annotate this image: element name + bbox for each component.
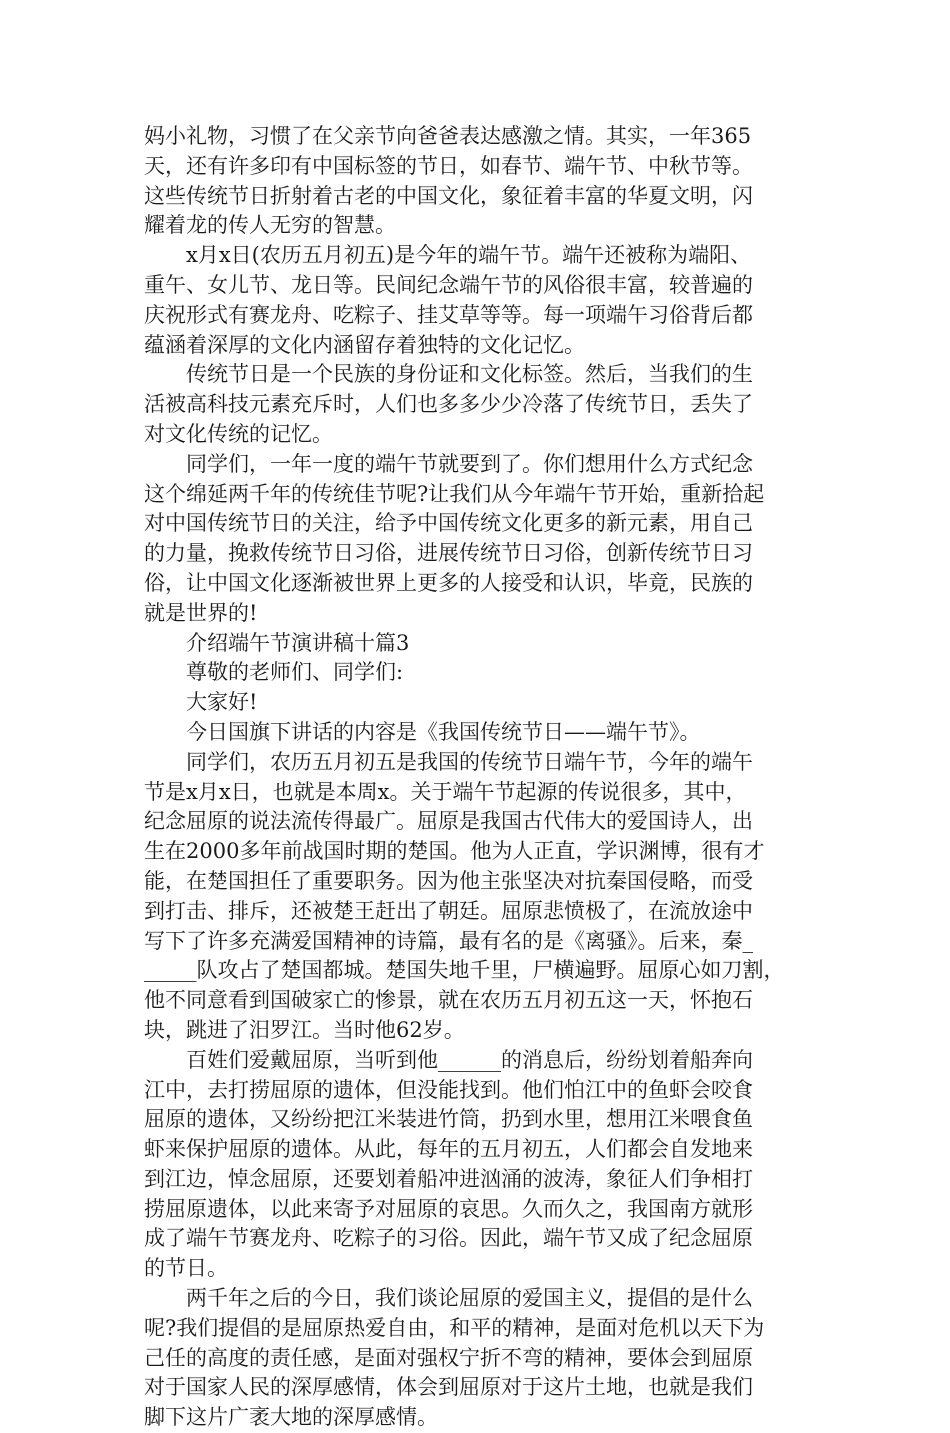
- paragraph-customs-origin: 百姓们爱戴屈原，当听到他______的消息后，纷纷划着船奔向 江中，去打捞屈原的遗体，但没能找到。他们怕江中的鱼虾会咬食 屈原的遗体，又纷纷把江米装进竹筒，扔到水里，想用江米喂食鱼 虾来保护屈原的遗体。从此，每年的五月初五，人们都会自发地来 到江边，悼念屈原，还要划着船冲进汹涌的波涛，象征人们争相打 捞屈原遗体，以此来寄予对屈原的哀思。久而久之，我国南方就形 成了端午节赛龙舟、吃粽子的习俗。因此，端午节又成了纪念屈原 的节日。: [144, 1047, 753, 1281]
- paragraph-call-to-action: 同学们，一年一度的端午节就要到了。你们想用什么方式纪念 这个绵延两千年的传统佳节呢?让我们从今年端午节开始，重新拾起 对中国传统节日的关注，给予中国传统文化更多的新元素，用自己 的力量，挽救传统节日习俗，进展传统节日习俗，创新传统节日习 俗，让中国文化逐渐被世界上更多的人接受和认识，毕竟，民族的 就是世界的!: [144, 451, 765, 625]
- salutation: 尊敬的老师们、同学们:: [144, 660, 404, 685]
- paragraph-dragon-boat-date: x月x日(农历五月初五)是今年的端午节。端午还被称为端阳、 重午、女儿节、龙日等。民间纪念端午节的风俗很丰富，较普遍的 庆祝形式有赛龙舟、吃粽子、挂艾草等等。每一项端午习俗背后都 蕴涵着深厚的文化内涵留存着独特的文化记忆。: [144, 243, 753, 357]
- paragraph-topic: 今日国旗下讲话的内容是《我国传统节日——端午节》。: [144, 719, 701, 744]
- paragraph-cultural-identity: 传统节日是一个民族的身份证和文化标签。然后，当我们的生 活被高科技元素充斥时，人们也多多少少冷落了传统节日，丢失了 对文化传统的记忆。: [144, 362, 753, 446]
- greeting: 大家好!: [144, 690, 258, 715]
- paragraph-qu-yuan-story: 同学们，农历五月初五是我国的传统节日端午节，今年的端午 节是x月x日，也就是本周x。关于端午节起源的传说很多，其中， 纪念屈原的说法流传得最广。屈原是我国古代伟大的爱国诗人，出 生在2000多年前战国时期的楚国。他为人正直，学识渊博，很有才 能，在楚国担任了重要职务。因为他主张坚决对抗秦国侵略，而受 到打击、排斥，还被楚王赶出了朝廷。屈原悲愤极了，在流放途中 写下了许多充满爱国精神的诗篇，最有名的是《离骚》。后来，秦_ _____队攻占了楚国都城。楚国失地千里，尸横遍野。屈原心如刀割， 他不同意看到国破家亡的惨景，就在农历五月初五这一天，怀抱石 块，跳进了汨罗江。当时他62岁。: [144, 749, 785, 1042]
- paragraph-patriotism: 两千年之后的今日，我们谈论屈原的爱国主义，提倡的是什么 呢?我们提倡的是屈原热爱自由，和平的精神，是面对危机以天下为 己任的高度的责任感，是面对强权宁折不弯的精神，要体会到屈原 对于国家人民的深厚感情，体会到屈原对于这片土地，也就是我们 脚下这片广袤大地的深厚感情。: [144, 1286, 765, 1430]
- document-page: [144, 122, 814, 1433]
- speech-title: 介绍端午节演讲稿十篇3: [144, 630, 410, 655]
- paragraph-festival-intro: 妈小礼物，习惯了在父亲节向爸爸表达感激之情。其实，一年365 天，还有许多印有中国标签的节日，如春节、端午节、中秋节等。 这些传统节日折射着古老的中国文化，象征着丰富的华夏文明，闪 耀着龙的传人无穷的智慧。: [144, 124, 753, 238]
